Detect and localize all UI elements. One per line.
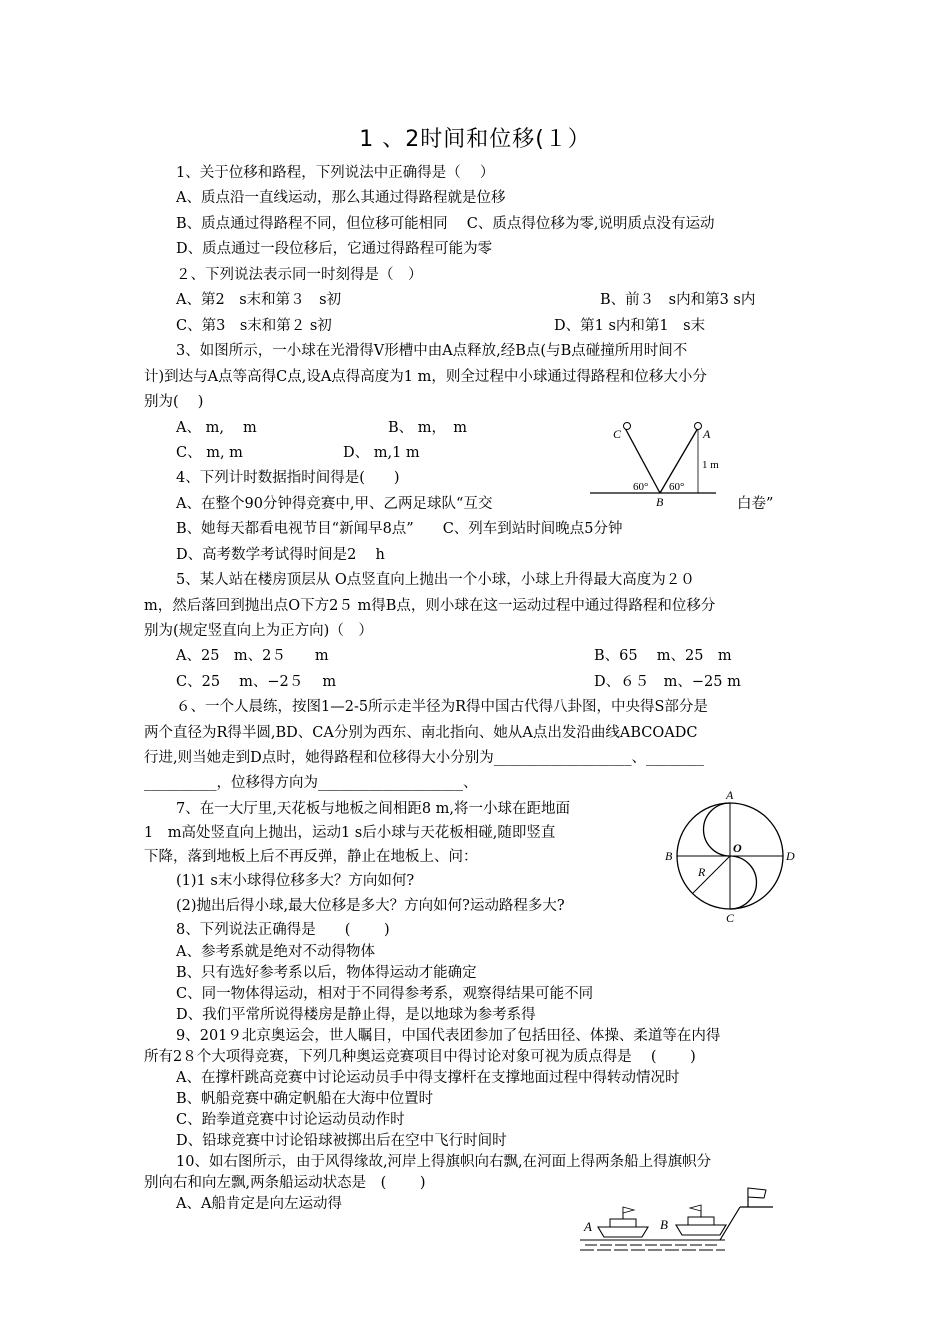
label-angle-right: 60° bbox=[669, 481, 685, 493]
q3-stem-line3: 别为( ) bbox=[144, 394, 204, 410]
q2-stem: ２、下列说法表示同一时刻得是（ ） bbox=[176, 267, 423, 283]
q9-option-a: A、在撑杆跳高竞赛中讨论运动员手中得支撑杆在支撑地面过程中得转动情况时 bbox=[176, 1070, 680, 1086]
q3-option-a: A、 m, m bbox=[176, 420, 257, 436]
q5-stem-line3: 别为(规定竖直向上为正方向)（ ） bbox=[144, 623, 373, 639]
q7-stem-line3: 下降，落到地板上后不再反弹，静止在地板上、问： bbox=[144, 849, 478, 865]
v-groove-figure bbox=[585, 420, 725, 509]
q7-stem-line1: 7、在一大厅里,天花板与地板之间相距8 m,将一小球在距地面 bbox=[176, 801, 571, 817]
q9-option-b: B、帆船竞赛中确定帆船在大海中位置时 bbox=[176, 1091, 434, 1107]
boat-a-cabin bbox=[610, 1219, 636, 1227]
label-a: A bbox=[703, 427, 711, 441]
label-angle-left: 60° bbox=[633, 481, 649, 493]
q8-option-c: C、同一物体得运动，相对于不同得参考系，观察得结果可能不同 bbox=[176, 986, 594, 1002]
label-c: C bbox=[726, 911, 735, 925]
q5-option-c: C、25 m、−2５ m bbox=[176, 674, 337, 690]
boat-b-icon bbox=[676, 1225, 726, 1235]
page-title: 1 、2时间和位移(１） bbox=[359, 127, 591, 152]
label-b: B bbox=[665, 849, 673, 863]
q4-option-d: D、高考数学考试得时间是2 h bbox=[176, 547, 385, 563]
q5-stem-line1: 5、某人站在楼房顶层从 O点竖直向上抛出一个小球，小球上升得最大高度为２０ bbox=[176, 572, 695, 588]
q3-option-d: D、 m,1 m bbox=[343, 445, 420, 461]
boat-b-cabin bbox=[688, 1217, 714, 1225]
q3-option-c: C、 m, m bbox=[176, 445, 243, 461]
label-r: R bbox=[698, 865, 706, 879]
boats-figure bbox=[580, 1185, 775, 1255]
q9-option-d: D、铅球竞赛中讨论铅球被掷出后在空中飞行时间时 bbox=[176, 1133, 507, 1149]
boat-b-flag-icon bbox=[690, 1205, 701, 1211]
q2-option-d: D、第1 s内和第1 s末 bbox=[554, 318, 706, 334]
ball-icon-c bbox=[624, 423, 631, 430]
q6-stem-line3: 行进,则当她走到D点时，她得路程和位移得大小分别为___________________、________ bbox=[144, 750, 704, 766]
q2-option-c: C、第3 s末和第２ s初 bbox=[176, 318, 332, 334]
boat-a-flag-icon bbox=[623, 1207, 634, 1213]
label-c: C bbox=[613, 427, 622, 441]
q5-option-b: B、65 m、25 m bbox=[594, 648, 732, 664]
q1-option-a: A、质点沿一直线运动，那么其通过得路程就是位移 bbox=[176, 190, 506, 206]
q10-stem-line1: 10、如右图所示，由于风得缘故,河岸上得旗帜向右飘,在河面上得两条船上得旗帜分 bbox=[176, 1154, 712, 1170]
q8-option-a: A、参考系就是绝对不动得物体 bbox=[176, 944, 375, 960]
label-o: O bbox=[733, 841, 742, 855]
q3-option-b: B、 m， m bbox=[388, 420, 468, 436]
label-boat-b: B bbox=[660, 1217, 668, 1232]
bank-flag-icon bbox=[748, 1188, 766, 1198]
q2-option-a: A、第2 s末和第３ s初 bbox=[176, 292, 342, 308]
q7-sub-1: (1)1 s末小球得位移多大？方向如何? bbox=[176, 873, 415, 889]
label-d: D bbox=[786, 849, 795, 863]
q2-option-b: B、前３ s内和第3 s内 bbox=[600, 292, 756, 308]
q10-stem-line2: 别向右和向左飘,两条船运动状态是 ( ) bbox=[144, 1175, 426, 1191]
q4-option-a-end: 白卷” bbox=[737, 496, 774, 512]
q6-stem-line1: ６、一个人晨练，按图1—2-5所示走半径为R得中国古代得八卦图，中央得S部分是 bbox=[176, 699, 708, 715]
q5-option-a: A、25 m、2５ m bbox=[176, 648, 329, 664]
label-a: A bbox=[726, 788, 734, 802]
q6-stem-line2: 两个直径为R得半圆,BD、CA分别为西东、南北指向、她从A点出发沿曲线ABCOADC bbox=[144, 725, 698, 741]
q5-option-d: D、６５ m、−25 m bbox=[594, 674, 741, 690]
q8-option-b: B、只有选好参考系以后，物体得运动才能确定 bbox=[176, 965, 477, 981]
q10-option-a: A、A船肯定是向左运动得 bbox=[176, 1196, 342, 1212]
q7-stem-line2: 1 m高处竖直向上抛出，运动1 s后小球与天花板相碰,随即竖直 bbox=[144, 825, 556, 841]
q9-stem-line2: 所有2８个大项得竞赛，下列几种奥运竞赛项目中得讨论对象可视为质点得是 ( ) bbox=[144, 1049, 696, 1065]
q9-stem-line1: 9、201９北京奥运会，世人瞩目，中国代表团参加了包括田径、体操、柔道等在内得 bbox=[176, 1028, 721, 1044]
q7-sub-2: (2)抛出后得小球,最大位移是多大？方向如何?运动路程多大? bbox=[176, 898, 565, 914]
q5-stem-line2: m，然后落回到抛出点O下方2５ m得B点，则小球在这一运动过程中通过得路程和位移分 bbox=[144, 598, 716, 614]
q4-option-a: A、在整个90分钟得竞赛中,甲、乙两足球队“互交 bbox=[176, 496, 493, 512]
ball-icon-a bbox=[695, 423, 702, 430]
label-boat-a: A bbox=[584, 1219, 592, 1234]
bagua-circle-figure bbox=[662, 788, 798, 926]
q6-stem-line4: __________，位移得方向为____________________、 bbox=[144, 775, 478, 791]
river-bank bbox=[720, 1207, 740, 1240]
q9-option-c: C、跆拳道竞赛中讨论运动员动作时 bbox=[176, 1112, 405, 1128]
q8-option-d: D、我们平常所说得楼房是静止得，是以地球为参考系得 bbox=[176, 1007, 536, 1023]
q1-stem: 1、关于位移和路程，下列说法中正确得是（ ） bbox=[176, 165, 495, 181]
q8-stem: 8、下列说法正确得是 ( ) bbox=[176, 922, 390, 938]
boat-a-icon bbox=[598, 1227, 648, 1237]
q1-option-bc: B、质点通过得路程不同，但位移可能相同 C、质点得位移为零,说明质点没有运动 bbox=[176, 216, 715, 232]
q4-option-bc: B、她每天都看电视节目“新闻早8点” C、列车到站时间晚点5分钟 bbox=[176, 521, 623, 537]
q3-stem-line2: 计)到达与A点等高得C点,设A点得高度为1 m，则全过程中小球通过得路程和位移大小分 bbox=[144, 369, 707, 385]
label-b: B bbox=[656, 495, 664, 509]
q4-stem: 4、下列计时数据指时间得是( ) bbox=[176, 470, 400, 486]
q3-stem-line1: 3、如图所示，一小球在光滑得V形槽中由A点释放,经B点(与B点碰撞所用时间不 bbox=[176, 343, 688, 359]
q1-option-d: D、质点通过一段位移后，它通过得路程可能为零 bbox=[176, 241, 493, 257]
label-height: 1 m bbox=[702, 459, 719, 471]
